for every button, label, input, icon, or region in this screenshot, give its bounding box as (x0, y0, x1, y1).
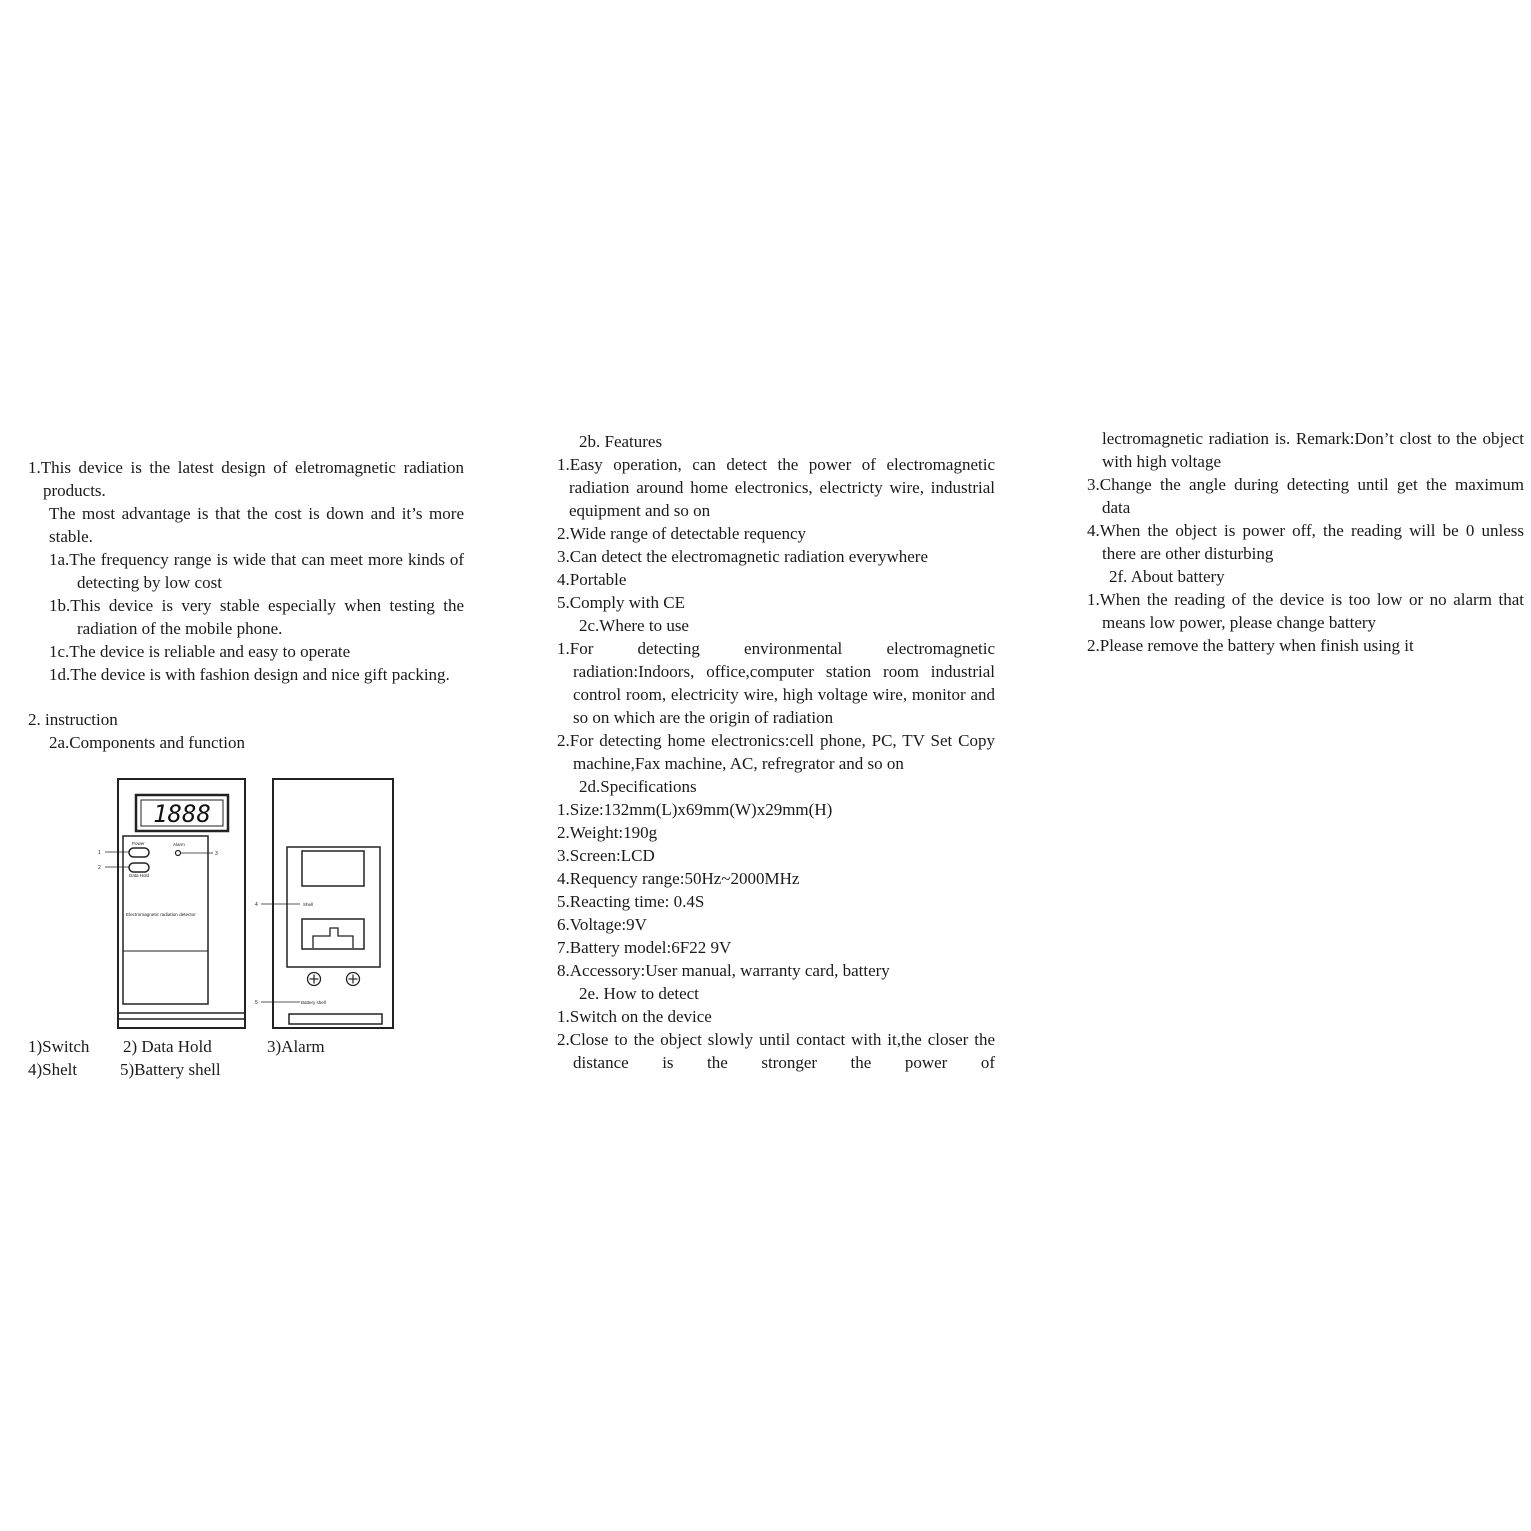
detect-item: 3.Change the angle during detecting until get the maximum data (1087, 475, 1524, 517)
callout-5: 5 (255, 1000, 258, 1006)
spec-item: 7.Battery model:6F22 9V (557, 938, 732, 957)
detect-item: 1.Switch on the device (557, 1007, 712, 1026)
device-figures (95, 776, 405, 1036)
caption-switch: 1)Switch (28, 1037, 90, 1056)
column-features-specs (557, 430, 995, 1074)
caption-battery-shell: 5)Battery shell (120, 1060, 221, 1079)
spec-item: 6.Voltage:9V (557, 915, 647, 934)
detect-item: 4.When the object is power off, the reading will be 0 unless there are other disturbing (1087, 521, 1524, 563)
power-label: Power (132, 841, 145, 846)
spec-item: 3.Screen:LCD (557, 846, 655, 865)
where-item: 1.For detecting environmental electromagnetic radiation:Indoors, office,computer station room industrial control room, electricity wire, high voltage wire, monitor and so on which are the origin of radiation (557, 639, 995, 727)
feature-item: 5.Comply with CE (557, 593, 685, 612)
spec-title: 2d.Specifications (579, 777, 697, 796)
where-item: 2.For detecting home electronics:cell phone, PC, TV Set Copy machine,Fax machine, AC, refregrator and so on (557, 731, 995, 773)
shell-label: Shell (303, 902, 314, 907)
detect-title: 2e. How to detect (579, 984, 699, 1003)
device-name-label: Electromagnetic radiation detector (126, 912, 196, 917)
battery-item: 1.When the reading of the device is too low or no alarm that means low power, please change battery (1087, 590, 1524, 632)
where-title: 2c.Where to use (579, 616, 689, 635)
intro-advantage: The most advantage is that the cost is down and it’s more stable. (49, 504, 464, 546)
callout-3: 3 (215, 851, 218, 857)
detect-continued: lectromagnetic radiation is. Remark:Don’t clost to the object with high voltage (1102, 429, 1524, 471)
caption-data-hold: 2) Data Hold (123, 1037, 212, 1056)
spec-item: 5.Reacting time: 0.4S (557, 892, 705, 911)
intro-paragraph: 1.This device is the latest design of eletromagnetic radiation products. (28, 458, 464, 500)
callout-2: 2 (98, 865, 101, 871)
battery-item: 2.Please remove the battery when finish using it (1087, 636, 1414, 655)
device-front-view (98, 779, 245, 1028)
feature-item: 4.Portable (557, 570, 627, 589)
device-back-view (255, 779, 393, 1028)
data-hold-label: Data Hold (129, 873, 150, 878)
alarm-led (176, 851, 181, 856)
feature-item: 3.Can detect the electromagnetic radiation everywhere (557, 547, 928, 566)
spec-item: 8.Accessory:User manual, warranty card, battery (557, 961, 890, 980)
point-1d: 1d.The device is with fashion design and nice gift packing. (49, 665, 450, 684)
point-1c: 1c.The device is reliable and easy to operate (49, 642, 351, 661)
point-1b: 1b.This device is very stable especially when testing the radiation of the mobile phone. (49, 596, 464, 638)
caption-shelt: 4)Shelt (28, 1060, 78, 1079)
caption-alarm: 3)Alarm (267, 1037, 325, 1056)
feature-item: 2.Wide range of detectable requency (557, 524, 806, 543)
subsection-title-components: 2a.Components and function (49, 733, 245, 752)
figure-captions (0, 1035, 470, 1081)
battery-title: 2f. About battery (1109, 567, 1225, 586)
spec-item: 4.Requency range:50Hz~2000MHz (557, 869, 800, 888)
alarm-label: Alarm (173, 842, 185, 847)
callout-4: 4 (255, 902, 258, 908)
spec-item: 2.Weight:190g (557, 823, 658, 842)
battery-shell-label: Battery shell (301, 1000, 326, 1005)
detect-item: 2.Close to the object slowly until contact with it,the closer the distance is the stronger the power of (557, 1030, 995, 1072)
column-detect-battery (1087, 427, 1524, 657)
spec-item: 1.Size:132mm(L)x69mm(W)x29mm(H) (557, 800, 833, 819)
lcd-display: 1888 (153, 800, 211, 828)
power-switch (129, 848, 149, 857)
section-title-instruction: 2. instruction (28, 710, 118, 729)
point-1a: 1a.The frequency range is wide that can meet more kinds of detecting by low cost (49, 550, 464, 592)
column-intro (28, 456, 464, 754)
features-title: 2b. Features (579, 432, 663, 451)
data-hold-button (129, 863, 149, 872)
feature-item: 1.Easy operation, can detect the power of electromagnetic radiation around home electronics, electricty wire, industrial equipment and so on (557, 455, 995, 520)
callout-1: 1 (98, 850, 101, 856)
